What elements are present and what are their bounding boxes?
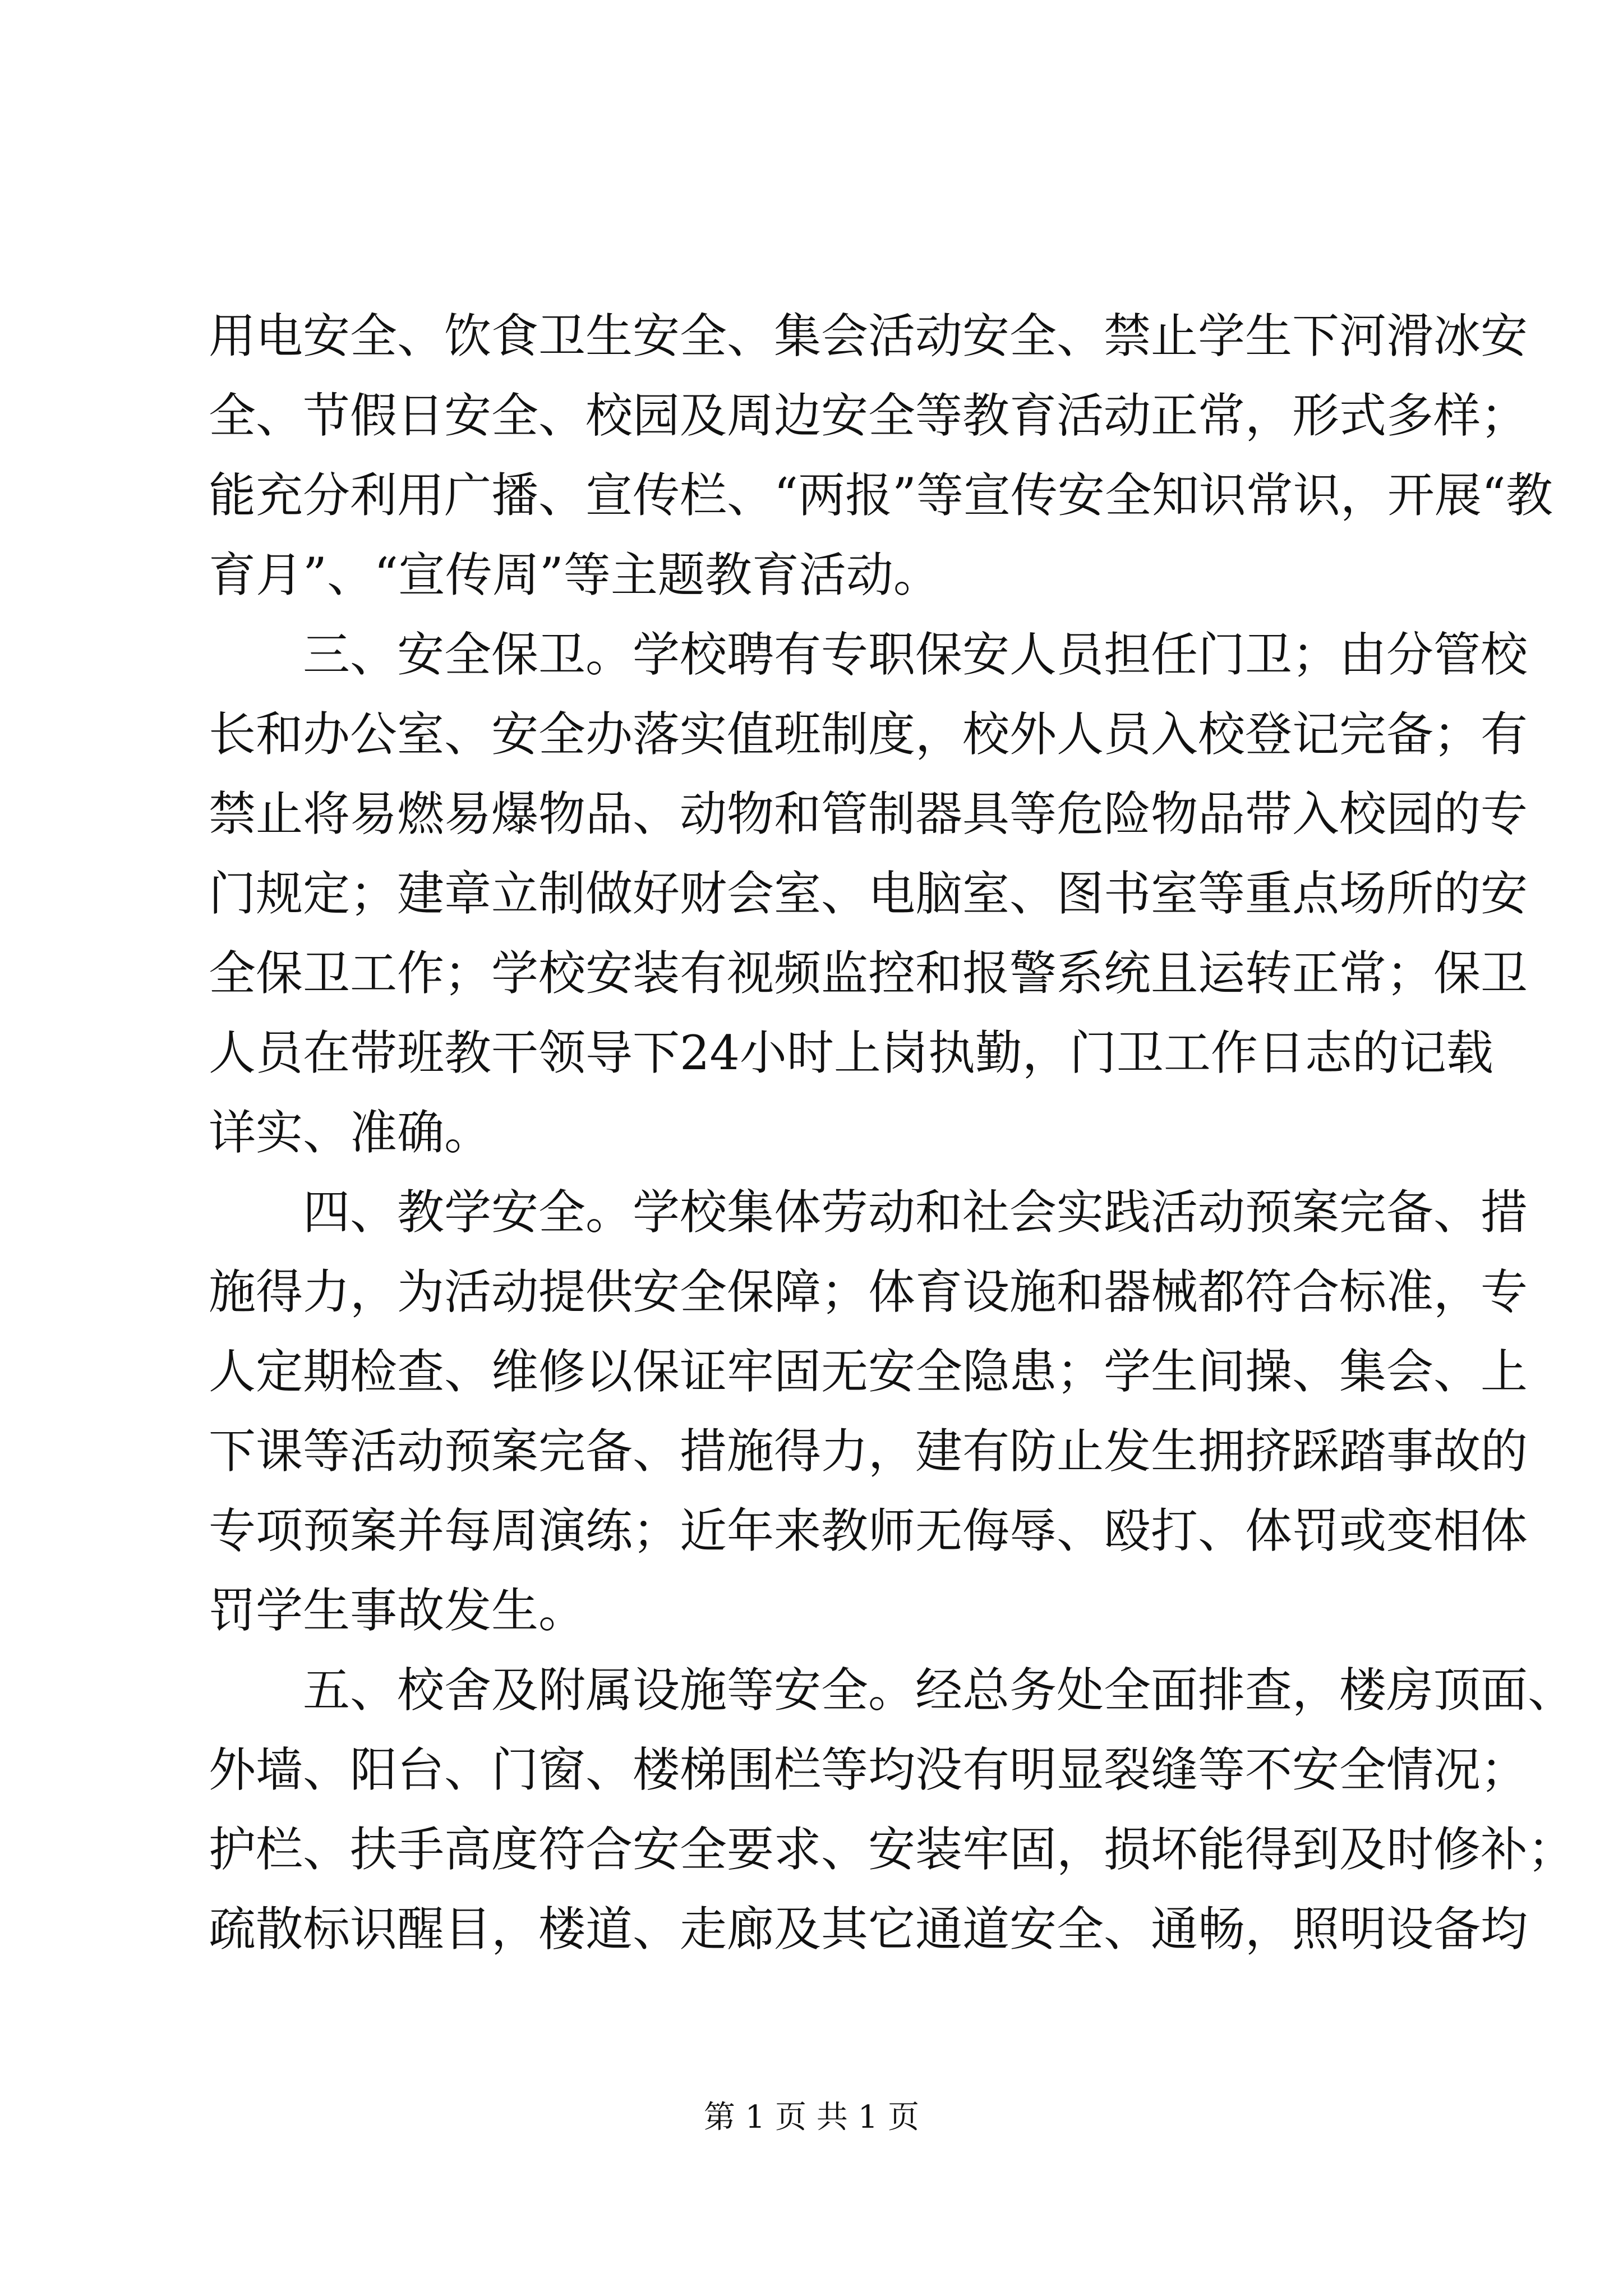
- text-line-17: 罚学生事故发生。: [209, 1583, 586, 1638]
- text-line-3: 能充分利用广播、宣传栏、“两报”等宣传安全知识常识，开展“教: [209, 468, 1553, 523]
- text-line-1: 用电安全、饮食卫生安全、集会活动安全、禁止学生下河滑冰安: [209, 309, 1528, 364]
- text-line-9: 全保卫工作；学校安装有视频监控和报警系统且运转正常；保卫: [209, 946, 1528, 1001]
- text-line-11: 详实、准确。: [209, 1105, 492, 1160]
- text-line-21: 疏散标识醒目，楼道、走廊及其它通道安全、通畅，照明设备均: [209, 1902, 1528, 1957]
- text-line-10: 人员在带班教干领导下24小时上岗执勤，门卫工作日志的记载: [209, 1025, 1493, 1080]
- page-number-footer: 第 1 页 共 1 页: [703, 2099, 920, 2136]
- text-line-7: 禁止将易燃易爆物品、动物和管制器具等危险物品带入校园的专: [209, 786, 1528, 841]
- document-body: [209, 296, 1575, 1969]
- text-line-6: 长和办公室、安全办落实值班制度，校外人员入校登记完备；有: [209, 707, 1528, 762]
- text-line-4: 育月”、“宣传周”等主题教育活动。: [209, 547, 940, 602]
- text-line-15: 下课等活动预案完备、措施得力，建有防止发生拥挤踩踏事故的: [209, 1424, 1528, 1479]
- text-line-2: 全、节假日安全、校园及周边安全等教育活动正常，形式多样；: [209, 388, 1528, 443]
- text-line-14: 人定期检查、维修以保证牢固无安全隐患；学生间操、集会、上: [209, 1344, 1528, 1399]
- text-line-16: 专项预案并每周演练；近年来教师无侮辱、殴打、体罚或变相体: [209, 1503, 1528, 1558]
- text-line-18: 五、校舍及附属设施等安全。经总务处全面排查，楼房顶面、: [209, 1663, 1575, 1718]
- text-line-8: 门规定；建章立制做好财会室、电脑室、图书室等重点场所的安: [209, 866, 1528, 921]
- text-line-12: 四、教学安全。学校集体劳动和社会实践活动预案完备、措: [209, 1185, 1528, 1240]
- text-line-19: 外墙、阳台、门窗、楼梯围栏等均没有明显裂缝等不安全情况；: [209, 1742, 1528, 1797]
- text-line-5: 三、安全保卫。学校聘有专职保安人员担任门卫；由分管校: [209, 627, 1528, 682]
- text-line-20: 护栏、扶手高度符合安全要求、安装牢固，损坏能得到及时修补；: [209, 1822, 1575, 1877]
- text-line-13: 施得力，为活动提供安全保障；体育设施和器械都符合标准，专: [209, 1264, 1528, 1319]
